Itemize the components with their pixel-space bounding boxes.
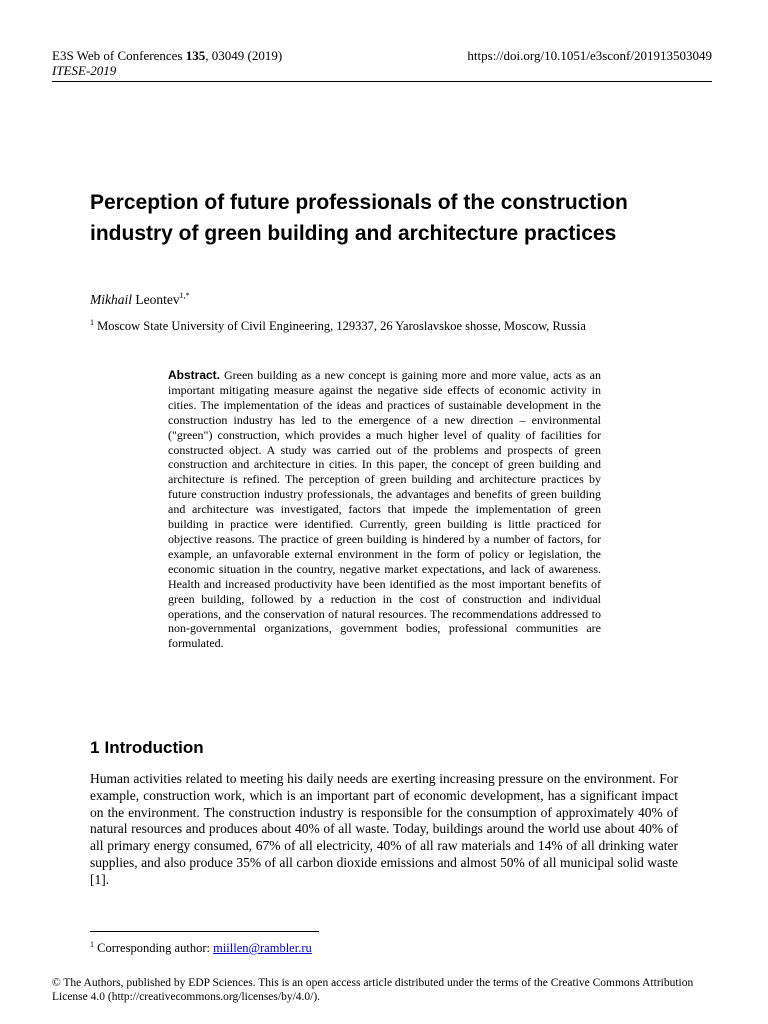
author-first-name: Mikhail	[90, 292, 132, 307]
author-affiliation-marks: 1,*	[179, 291, 190, 300]
conference-name: ITESE-2019	[52, 63, 117, 78]
page-header-left	[52, 48, 282, 78]
doi-link[interactable]: https://doi.org/10.1051/e3sconf/201913503049	[467, 48, 712, 63]
footnote-label: Corresponding author:	[94, 941, 214, 955]
corresponding-email-link[interactable]: miillen@rambler.ru	[213, 941, 312, 955]
section-number: 1	[90, 738, 100, 757]
author-last-name: Leontev	[132, 292, 180, 307]
affiliation-text: Moscow State University of Civil Engineering, 129337, 26 Yaroslavskoe shosse, Moscow, Russia	[94, 319, 586, 333]
abstract-label: Abstract.	[168, 368, 221, 382]
license-notice: © The Authors, published by EDP Sciences. This is an open access article distributed under the terms of the Creative Commons Attribution License 4.0 (http://creativecommons.org/licenses/by/4.0/).	[52, 977, 694, 1004]
journal-volume: 135	[185, 48, 206, 63]
article-info: , 03049 (2019)	[205, 48, 283, 63]
footnote-mark: 1	[90, 940, 94, 949]
affiliation	[90, 318, 586, 334]
footnote-divider	[90, 931, 319, 932]
journal-citation	[52, 48, 282, 63]
author-line	[90, 291, 190, 308]
affiliation-mark: 1	[90, 318, 94, 327]
header-divider	[52, 81, 712, 82]
introduction-paragraph: Human activities related to meeting his daily needs are exerting increasing pressure on the environment. For example, construction work, which is an important part of economic development, has a significant impact on the environment. The construction industry is responsible for the consumption of approximately 40% of natural resources and produces about 40% of all waste. Today, buildings around the world use about 40% of all primary energy consumed, 67% of all electricity, 40% of all raw materials and 14% of all drinking water supplies, and also produce 35% of all carbon dioxide emissions and almost 50% of all municipal solid waste [1].	[90, 771, 678, 887]
abstract-text: Green building as a new concept is gaining more and more value, acts as an important mitigating measure against the negative side effects of economic activity in cities. The implementation of the ideas and practices of sustainable development in the construction industry has led to the emergence of a new direction – environmental ("green") construction, which provides a much higher level of quality of facilities for constructed object. A study was carried out of the problems and prospects of green construction and architecture in cities. In this paper, the concept of green building and architecture is refined. The perception of green building and architecture practices by future construction industry professionals, the advantages and benefits of green building and architecture was investigated, factors that impede the implementation of green building in practice were identified. Currently, green building is little practiced for objective reasons. The practice of green building is hindered by a number of factors, for example, an unfavorable external environment in the form of policy or legislation, the economic situation in the country, negative market expectations, and lack of awareness. Health and increased productivity have been identified as the most important benefits of green building, followed by a reduction in the cost of construction and individual operations, and the conservation of natural resources. The recommendations addressed to non-governmental organizations, government bodies, professional communities are formulated.	[168, 368, 601, 651]
abstract	[168, 368, 601, 651]
section-heading	[90, 738, 204, 758]
journal-name: E3S Web of Conferences	[52, 48, 186, 63]
footnote	[90, 940, 312, 956]
paper-title: Perception of future professionals of the construction industry of green building and architecture practices	[90, 191, 628, 245]
section-title: Introduction	[104, 738, 204, 757]
